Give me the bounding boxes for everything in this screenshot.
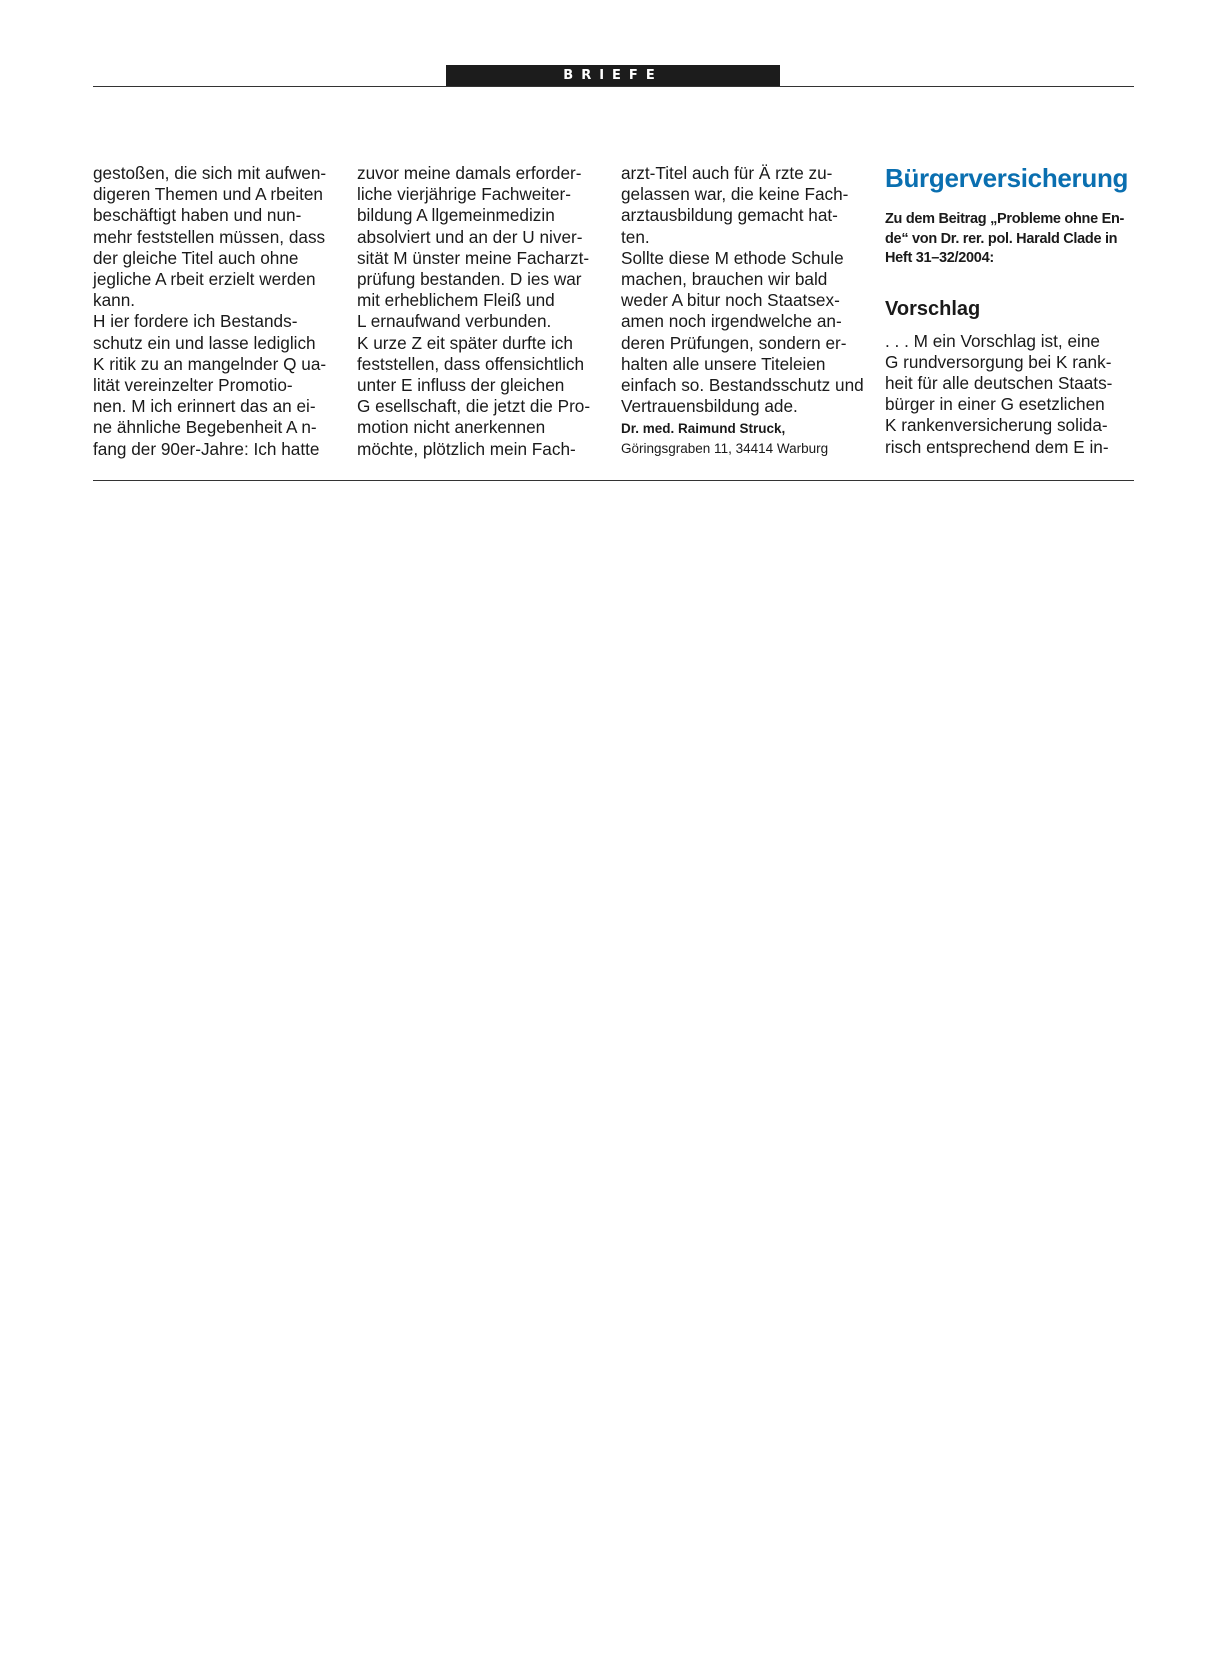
text-line: G esellschaft, die jetzt die Pro- <box>357 396 591 417</box>
text-line: beschäftigt haben und nun- <box>93 205 302 226</box>
text-line: ne ähnliche Begebenheit A n- <box>93 417 317 438</box>
top-divider <box>93 86 1134 87</box>
text-line: motion nicht anerkennen <box>357 417 546 438</box>
text-line: K ritik zu an mangelnder Q ua- <box>93 353 327 374</box>
text-column-3 <box>621 163 879 459</box>
text-line: . . . M ein Vorschlag ist, eine <box>885 330 1100 351</box>
text-column-1 <box>93 163 351 460</box>
text-line: unter E influss der gleichen <box>357 375 565 396</box>
article-subheading: Vorschlag <box>885 297 981 320</box>
text-line: feststellen, dass offensichtlich <box>357 353 585 374</box>
text-line: prüfung bestanden. D ies war <box>357 269 582 290</box>
text-line: nen. M ich erinnert das an ei- <box>93 396 316 417</box>
reference-line: de“ von Dr. rer. pol. Harald Clade in <box>885 230 1118 247</box>
text-line: mehr feststellen müssen, dass <box>93 226 326 247</box>
bottom-divider <box>93 480 1134 481</box>
text-line: deren Prüfungen, sondern er- <box>621 332 847 353</box>
text-line: machen, brauchen wir bald <box>621 269 828 290</box>
text-line: gestoßen, die sich mit aufwen- <box>93 163 327 183</box>
text-line: K rankenversicherung solida- <box>885 415 1108 436</box>
text-line: arztausbildung gemacht hat- <box>621 205 838 226</box>
text-line: risch entsprechend dem E in- <box>885 436 1109 457</box>
signature-name: Dr. med. Raimund Struck, <box>621 421 786 437</box>
text-line: bürger in einer G esetzlichen <box>885 394 1105 415</box>
section-label: BRIEFE <box>446 65 780 86</box>
text-line: sität M ünster meine Facharzt- <box>357 247 590 268</box>
text-line: ten. <box>621 226 650 247</box>
text-line: fang der 90er-Jahre: Ich hatte <box>93 438 320 459</box>
text-line: gelassen war, die keine Fach- <box>621 184 849 205</box>
text-line: heit für alle deutschen Staats- <box>885 372 1113 393</box>
text-line: bildung A llgemeinmedizin <box>357 205 555 226</box>
text-line: L ernaufwand verbunden. <box>357 311 552 332</box>
text-line: der gleiche Titel auch ohne <box>93 247 299 268</box>
text-line: halten alle unsere Titeleien <box>621 353 826 374</box>
reference-line: Heft 31–32/2004: <box>885 250 994 266</box>
text-line: arzt-Titel auch für Ä rzte zu- <box>621 163 833 183</box>
text-line: digeren Themen und A rbeiten <box>93 184 323 205</box>
text-line: möchte, plötzlich mein Fach- <box>357 438 576 459</box>
text-column-2 <box>357 163 615 460</box>
article-headline: Bürgerversicherung <box>885 163 1129 193</box>
text-line: liche vierjährige Fachweiter- <box>357 184 571 205</box>
text-line: Sollte diese M ethode Schule <box>621 247 844 268</box>
text-line: jegliche A rbeit erzielt werden <box>93 269 316 290</box>
signature-address: Göringsgraben 11, 34414 Warburg <box>621 441 829 457</box>
text-line: weder A bitur noch Staatsex- <box>621 290 840 311</box>
text-line: K urze Z eit später durfte ich <box>357 332 573 353</box>
text-line: absolviert und an der U niver- <box>357 226 583 247</box>
text-line: amen noch irgendwelche an- <box>621 311 842 332</box>
article-reference <box>885 210 1135 269</box>
text-line: G rundversorgung bei K rank- <box>885 351 1112 372</box>
text-line: einfach so. Bestandsschutz und <box>621 375 864 396</box>
reference-line: Zu dem Beitrag „Probleme ohne En- <box>885 211 1125 227</box>
text-line: mit erheblichem Fleiß und <box>357 290 555 311</box>
text-line: lität vereinzelter Promotio- <box>93 375 293 396</box>
text-line: schutz ein und lasse lediglich <box>93 332 316 353</box>
text-line: H ier fordere ich Bestands- <box>93 311 298 332</box>
text-line: Vertrauensbildung ade. <box>621 396 798 417</box>
text-line: kann. <box>93 290 136 311</box>
text-line: zuvor meine damals erforder- <box>357 163 582 183</box>
article-column <box>885 160 1135 458</box>
